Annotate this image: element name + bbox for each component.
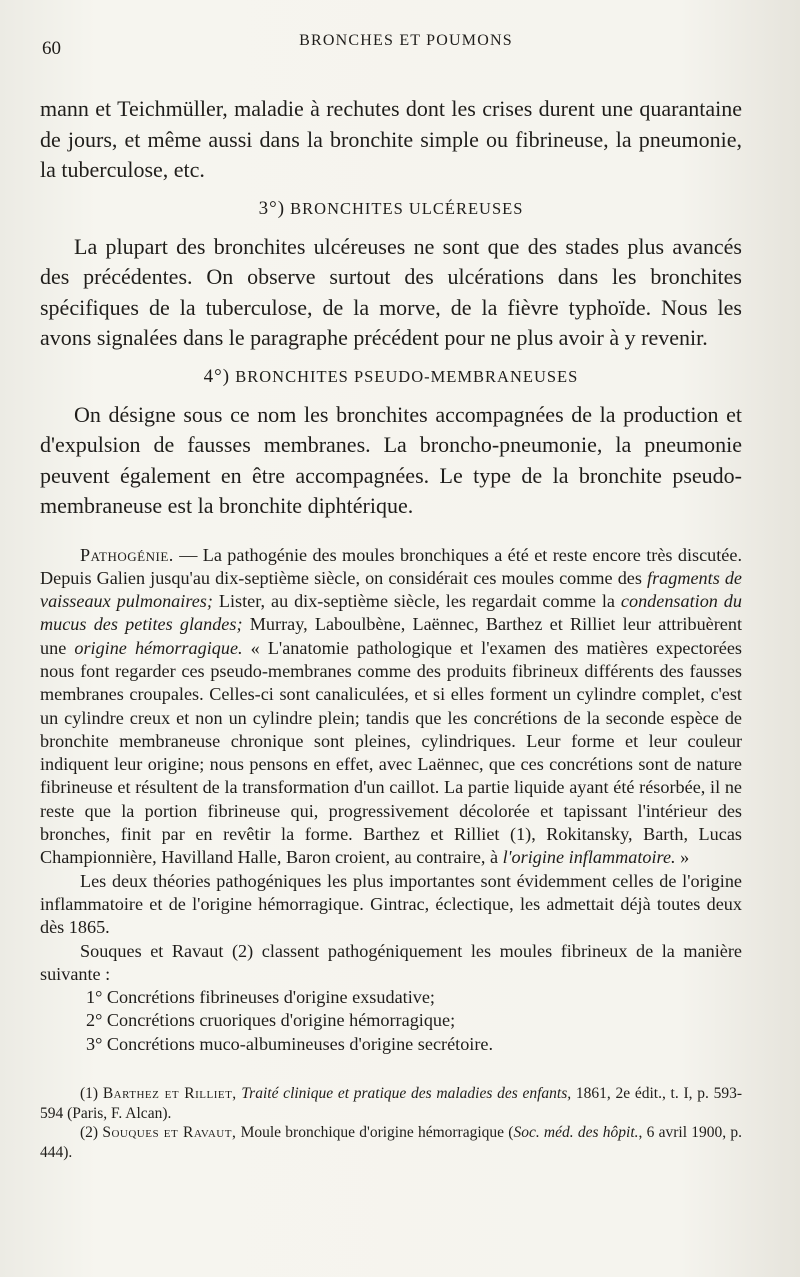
list-item: 3° Concrétions muco-albumineuses d'origine secrétoire. <box>86 1033 494 1054</box>
section-3-number: 3°) <box>258 197 286 219</box>
section-4-heading <box>40 366 742 388</box>
text-run: — La pathogénie des moules bronchiques a été et reste encore très discutée. Depuis Galien jusqu'au dix-septième siècle, on considérait ces moules comme des <box>40 544 742 588</box>
italic-run: origine hémorragique. <box>74 637 243 658</box>
footnote-1-authors: Barthez et Rilliet, <box>102 1085 237 1103</box>
text-run: 1861, 2e édit., t. I, p. 593-594 (Paris, F. Alcan). <box>40 1085 742 1122</box>
italic-run: condensation du mucus des petites glandes; <box>40 591 742 635</box>
footnote-1-title: Traité clinique et pratique des maladies des enfants, <box>236 1085 572 1103</box>
classification-list <box>40 986 742 1056</box>
section-4-title: BRONCHITES PSEUDO-MEMBRANEUSES <box>235 366 579 386</box>
pathogenie-label: Pathogénie. <box>80 544 174 565</box>
page-header <box>40 28 742 62</box>
list-item: 2° Concrétions cruoriques d'origine hémorragique; <box>86 1010 456 1031</box>
footnote-2-authors: Souques et Ravaut, <box>102 1124 237 1142</box>
text-run: (1) <box>80 1085 103 1103</box>
page-number: 60 <box>42 38 61 59</box>
section-3-body <box>40 232 742 354</box>
section-4-number: 4°) <box>203 365 231 387</box>
section-3-title: BRONCHITES ULCÉREUSES <box>290 198 524 218</box>
footnotes <box>40 1084 742 1162</box>
running-head: BRONCHES ET POUMONS <box>299 32 513 49</box>
text-run: » <box>675 847 690 868</box>
pathogenie-block <box>40 544 742 1057</box>
text-run: « L'anatomie pathologique et l'examen des matières expectorées nous font regarder ces pseudo-membranes comme des produits fibrineux différents des fausses membranes croupales. Celles-ci sont canaliculées, et si elles forment un cylindre complet, c'est un cylindre creux et non un cylindre plein; tandis que les concrétions de la seconde espèce de bronchite membraneuse chronique sont pleines, cylindriques. Leur forme et leur couleur indiquent leur origine; nous pensons en effet, avec Laënnec, que ces concrétions sont de nature fibrineuse et résultent de la transformation d'un caillot. La partie liquide ayant été résorbée, il ne reste que la portion fibrineuse qui, progressivement décolorée et tapissant l'intérieur des bronches, finit par en revêtir la forme. Barthez et Rilliet (1), Rokitansky, Barth, Lucas Championnière, Havilland Halle, Baron croient, au contraire, à <box>40 637 742 868</box>
text-run: , 6 avril 1900, p. 444). <box>40 1124 743 1161</box>
footnote-2-journal: Soc. méd. des hôpit. <box>513 1124 639 1142</box>
pathogenie-paragraph-2: Les deux théories pathogéniques les plus importantes sont évidemment celles de l'origine inflammatoire et de l'origine hémorragique. Gintrac, éclectique, les admettait déjà toutes deux dès 1865. <box>40 870 742 938</box>
italic-run: l'origine inflammatoire. <box>502 847 676 868</box>
footnote-1 <box>40 1084 742 1123</box>
section-4-body <box>40 400 742 522</box>
text-run: Lister, au dix-septième siècle, les regardait comme la <box>212 591 621 612</box>
section-3-heading <box>40 198 742 220</box>
text-run: Moule bronchique d'origine hémorragique ( <box>236 1124 514 1142</box>
pathogenie-paragraph-3: Souques et Ravaut (2) classent pathogéniquement les moules fibrineux de la manière suivante : <box>40 940 742 984</box>
text-run: (2) <box>80 1124 103 1142</box>
text-run: Murray, Laboulbène, Laënnec, Barthez et Rilliet leur attribuèrent une <box>40 614 743 658</box>
list-item: 1° Concrétions fibrineuses d'origine exsudative; <box>86 987 435 1008</box>
pathogenie-paragraph-1 <box>40 544 742 870</box>
intro-paragraph: mann et Teichmüller, maladie à rechutes dont les crises durent une quarantaine de jours, et même aussi dans la bronchite simple ou fibrineuse, la pneumonie, la tuberculose, etc. <box>40 96 742 182</box>
intro-block <box>40 94 742 186</box>
section-3-paragraph: La plupart des bronchites ulcéreuses ne sont que des stades plus avancés des précédentes. On observe surtout des ulcérations dans les bronchites spécifiques de la tuberculose, de la morve, de la fièvre typhoïde. Nous les avons signalées dans le paragraphe précédent pour ne plus avoir à y revenir. <box>40 233 742 350</box>
section-4-paragraph: On désigne sous ce nom les bronchites accompagnées de la production et d'expulsion de fausses membranes. La broncho-pneumonie, la pneumonie peuvent également en être accompagnées. Le type de la bronchite pseudo-membraneuse est la bronchite diphtérique. <box>40 401 742 518</box>
italic-run: fragments de vaisseaux pulmonaires; <box>40 567 742 612</box>
footnote-2 <box>40 1123 742 1162</box>
